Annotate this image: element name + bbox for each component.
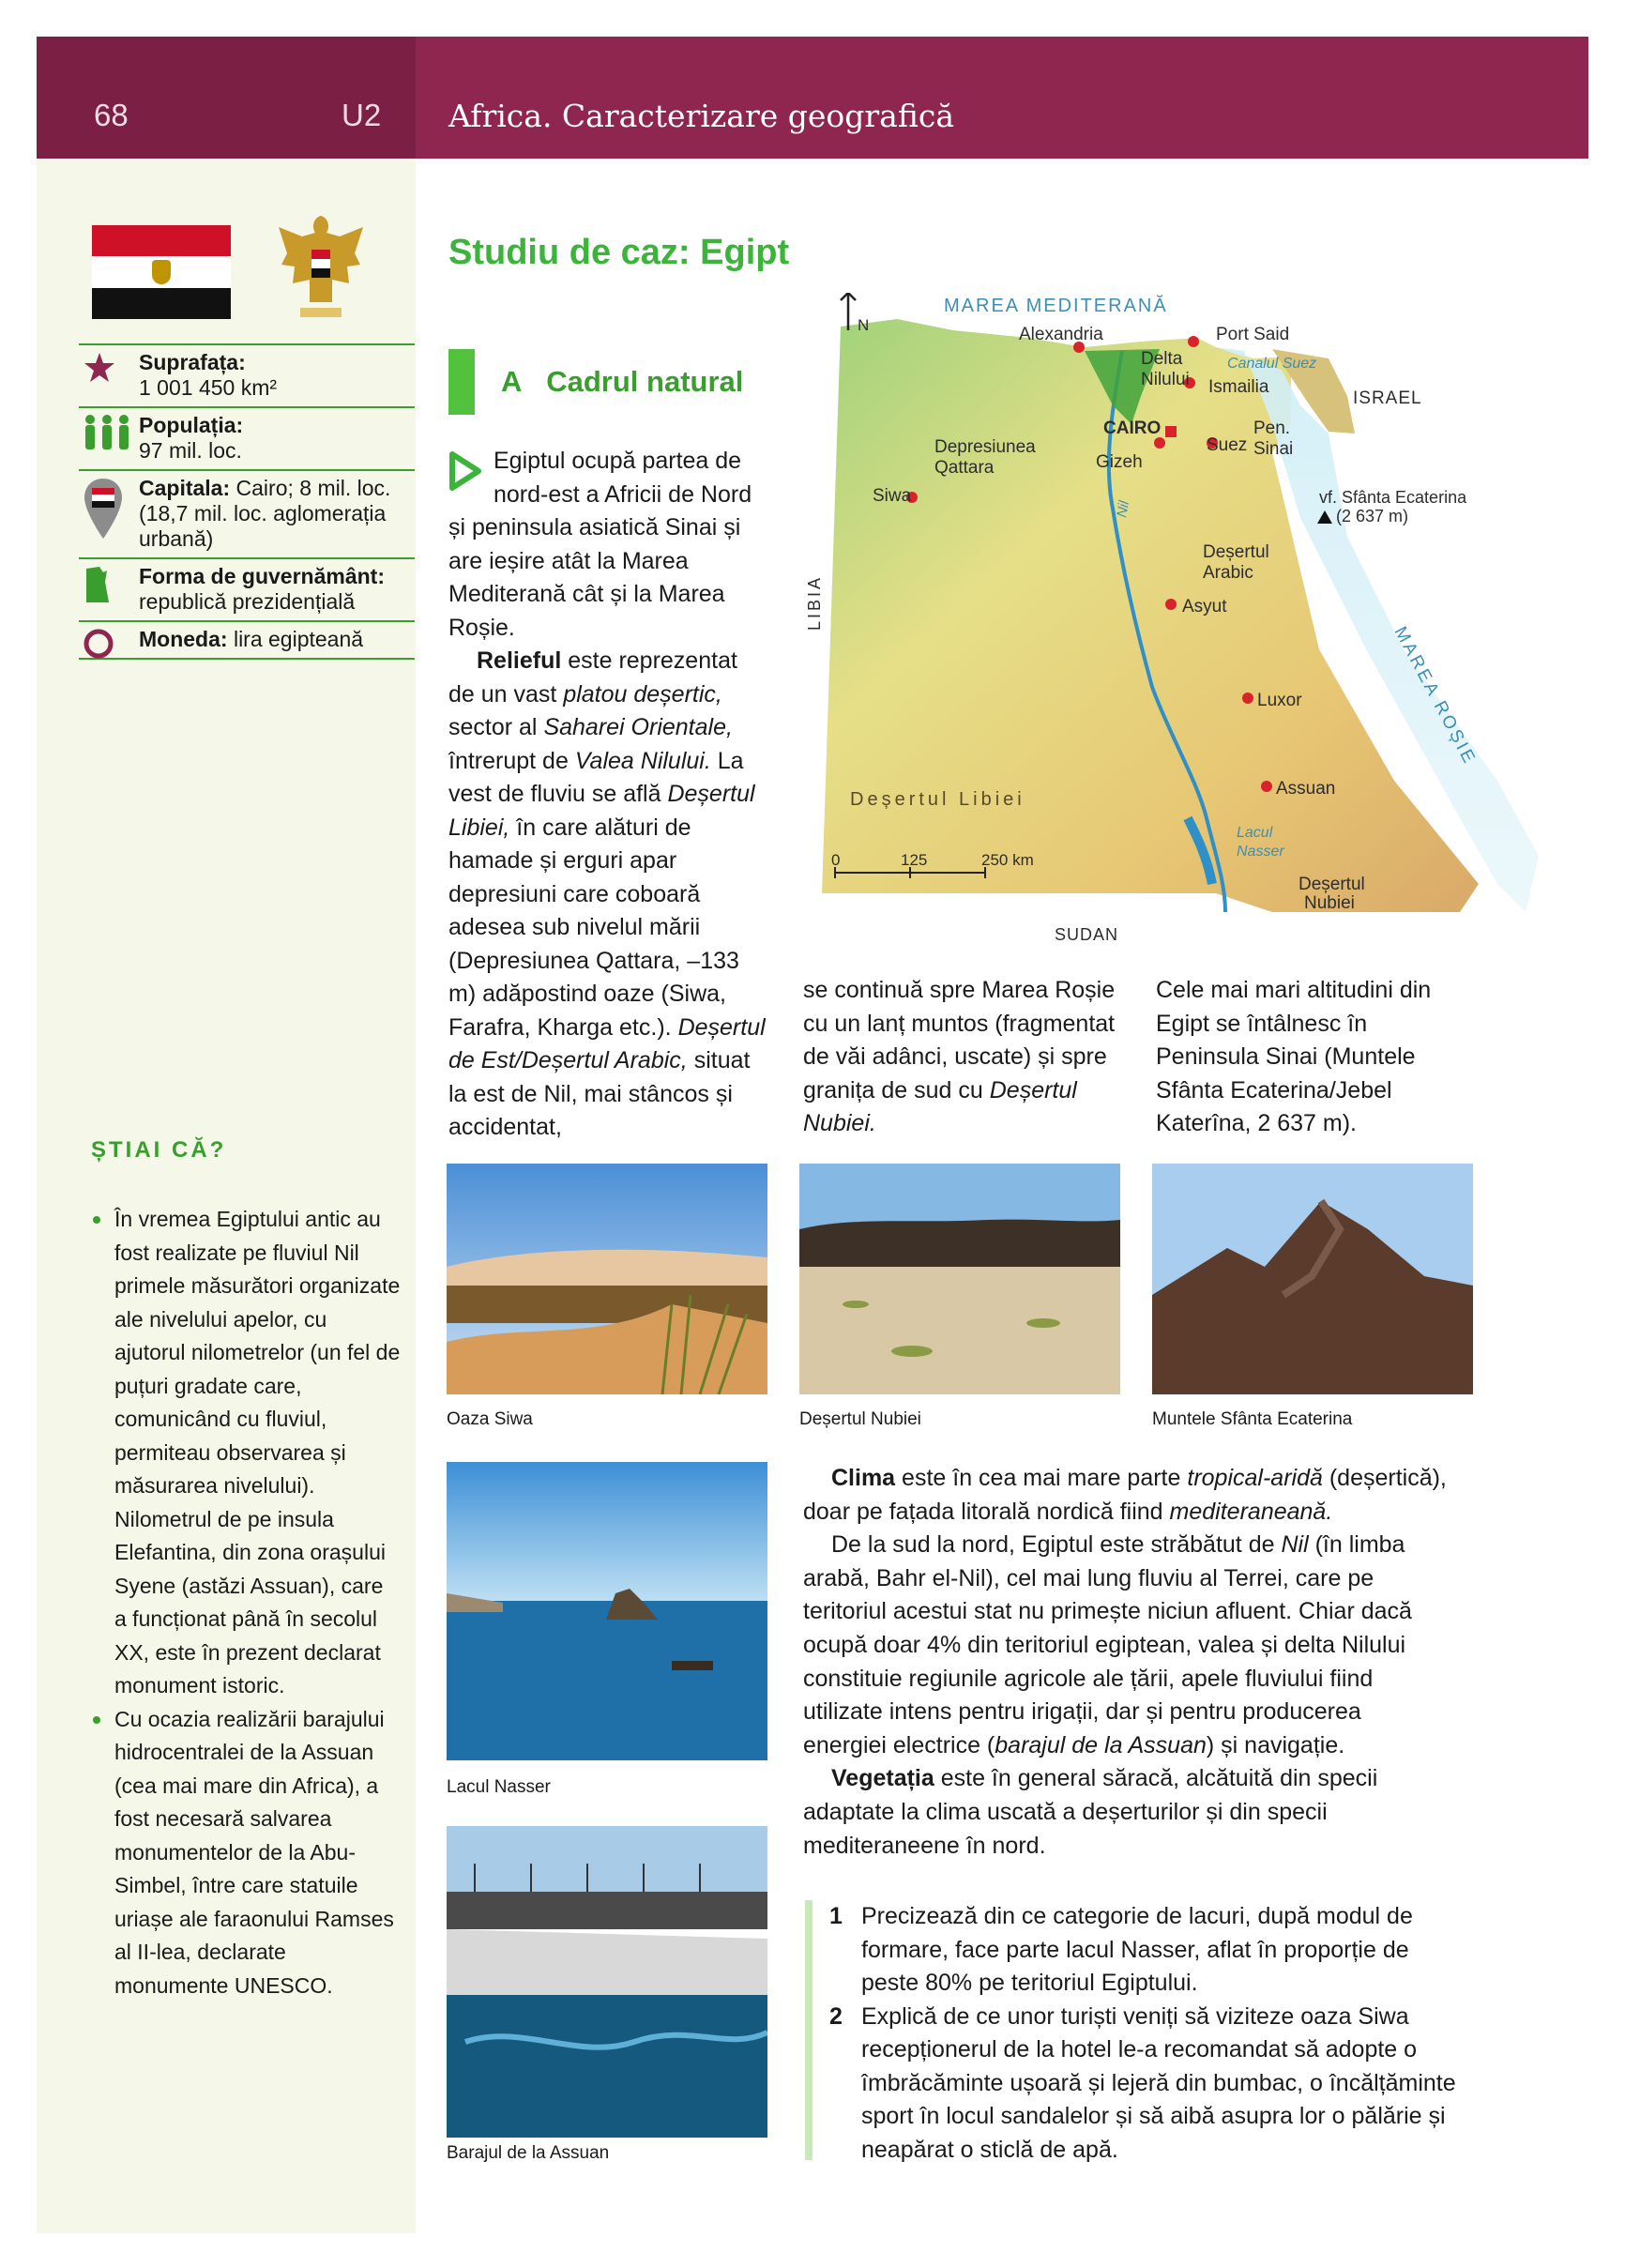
location-pin-icon	[83, 477, 124, 542]
city-cairo: CAIRO	[1103, 419, 1162, 438]
north-label: N	[858, 316, 870, 334]
city-ismailia: Ismailia	[1208, 377, 1269, 397]
city-alexandria: Alexandria	[1019, 325, 1103, 344]
caption-nasser: Lacul Nasser	[447, 1777, 551, 1797]
region-delta-2: Nilului	[1141, 370, 1190, 389]
eagle-icon	[152, 260, 171, 284]
photo-nubian-desert	[799, 1164, 1120, 1394]
peak-elevation: (2 637 m)	[1336, 507, 1409, 525]
egypt-flag	[92, 225, 231, 319]
city-assuan: Assuan	[1276, 779, 1336, 799]
region-libiei: Deșertul Libiei	[850, 789, 1025, 810]
fact-capital: Capitala: Cairo; 8 mil. loc. (18,7 mil. loc. aglomerația urbană)	[79, 469, 415, 557]
egypt-shape-icon	[83, 565, 111, 606]
scale-250: 250 km	[981, 851, 1034, 869]
photo-lake-nasser	[447, 1462, 767, 1760]
fact-population: Populația: 97 mil. loc.	[79, 406, 415, 469]
scale-0: 0	[831, 851, 841, 869]
region-arabic-2: Arabic	[1203, 563, 1253, 583]
region-qattara: Depresiunea	[934, 437, 1036, 457]
libia-label: LIBIA	[805, 574, 824, 631]
chapter-title: Africa. Caracterizare geografică	[448, 98, 955, 134]
nile-label: Nil	[1114, 499, 1132, 519]
city-luxor: Luxor	[1257, 691, 1302, 710]
red-sea-label: MAREA ROȘIE	[1390, 623, 1481, 769]
city-gizeh: Gizeh	[1096, 452, 1143, 472]
region-nubiei: Deșertul	[1298, 875, 1365, 894]
country-facts	[79, 343, 415, 660]
caption-baraj: Barajul de la Assuan	[447, 2143, 610, 2163]
region-sinai-2: Sinai	[1253, 439, 1294, 459]
city-dot	[1242, 693, 1253, 704]
unit-label: U2	[342, 98, 382, 132]
fact-area: Suprafața: 1 001 450 km²	[79, 343, 415, 406]
lake-nasser-label: Lacul	[1237, 825, 1273, 841]
city-port-said: Port Said	[1216, 325, 1290, 344]
photo-aswan-dam	[447, 1826, 767, 2138]
city-dot	[1154, 437, 1165, 449]
list-item: Cu ocazia realizării barajului hidrocentralei de la Assuan (cea mai mare din Africa), a fost necesară salvarea monumentelor de la Abu-Simbel, între care statuile uriașe ale faraonului Ramses al II-lea, declarate monumente UNESCO.	[91, 1703, 401, 2003]
city-asyut: Asyut	[1182, 597, 1227, 616]
page-number: 68	[94, 98, 129, 132]
list-item: În vremea Egiptului antic au fost realizate pe fluviul Nil primele măsurători organizate ale nivelului apelor, cu ajutorul nilometrelor (un fel de puțuri gradate care, comunicând cu fluviul, permiteau observarea și măsurarea nivelului). Nilometrul de pe insula Elefantina, din zona orașului Syene (astăzi Assuan), care a funcționat până în secolul XX, este în prezent declarat monument istoric.	[91, 1203, 401, 1703]
page-title: Studiu de caz: Egipt	[448, 233, 790, 272]
egypt-map	[803, 293, 1539, 950]
questions	[803, 1900, 1460, 2167]
coin-icon	[83, 628, 114, 660]
region-delta: Delta	[1141, 349, 1183, 369]
city-dot	[1165, 599, 1177, 610]
question-1: 1 Precizează din ce categorie de lacuri, după modul de formare, face parte lacul Nasser, aflat în proporție de peste 80% pe teritoriul Egiptului.	[829, 1903, 1413, 1996]
lake-nasser-label-2: Nasser	[1237, 844, 1284, 860]
peak-label: vf. Sfânta Ecaterina	[1319, 488, 1467, 507]
play-arrow-icon	[448, 450, 482, 492]
sudan-label: SUDAN	[1055, 925, 1119, 944]
star-icon	[83, 351, 116, 385]
did-you-know-list	[91, 1203, 401, 2002]
question-2: 2 Explică de ce unor turiști veniți să viziteze oaza Siwa recepționerul de la hotel le-a recomandat să adopte o îmbrăcăminte ușoară și lejeră din bumbac, o încălțăminte sport în locul sandalelor și să aibă asupra lor o pălărie și neapărat o sticlă de apă.	[829, 2002, 1456, 2163]
region-qattara-2: Qattara	[934, 458, 995, 478]
fact-government: Forma de guvernământ: republică prezidențială	[79, 557, 415, 620]
sea-med-label: MAREA MEDITERANĂ	[944, 296, 1168, 316]
city-dot	[1261, 781, 1272, 792]
column-2-text: se continuă spre Marea Roșie cu un lanț muntos (fragmentat de văi adânci, uscate) și spre granița de sud cu Deșertul Nubiei.	[803, 977, 1116, 1136]
region-sinai: Pen.	[1253, 419, 1291, 438]
column-1-text: Egiptul ocupă partea de nord-est a Africii de Nord și peninsula asiatică Sinai și are ieșire atât la Marea Mediterană cât și la Marea Roșie. Relieful este reprezentat de un vast platou deșertic, sector al Saharei Orientale, întrerupt de Valea Nilului. La vest de fluviu se află Deșertul Libiei, în care alături de hamade și erguri apar depresiuni care coboară adesea sub nivelul mării (Depresiunea Qattara, –133 m) adăpostind oaze (Siwa, Farafra, Kharga etc.). Deșertul de Est/Deșertul Arabic, situat la est de Nil, mai stâncos și accidentat,	[448, 448, 766, 1140]
photo-mount-catherine	[1152, 1164, 1473, 1394]
capital-marker	[1165, 426, 1177, 437]
israel-label: ISRAEL	[1353, 388, 1422, 408]
region-arabic: Deșertul	[1203, 542, 1269, 562]
column-3-text: Cele mai mari altitudini din Egipt se întâlnesc în Peninsula Sinai (Muntele Sfânta Ecaterina/Jebel Katerîna, 2 637 m).	[1156, 977, 1432, 1136]
section-marker	[448, 349, 475, 415]
did-you-know-title: ȘTIAI CĂ?	[91, 1137, 227, 1163]
city-siwa: Siwa	[873, 486, 912, 506]
section-heading: A Cadrul natural	[501, 365, 744, 398]
city-dot	[1188, 336, 1199, 347]
caption-siwa: Oaza Siwa	[447, 1409, 533, 1429]
photo-siwa-oasis	[447, 1164, 767, 1394]
people-icon	[83, 414, 131, 451]
canal-label: Canalul Suez	[1227, 356, 1317, 372]
north-arrow-icon	[841, 293, 856, 330]
capital-value: Cairo; 8 mil. loc. (18,7 mil. loc. aglomerația urbană)	[139, 476, 391, 551]
scale-125: 125	[901, 851, 928, 869]
caption-nubia: Deșertul Nubiei	[799, 1409, 921, 1429]
caption-ecaterina: Muntele Sfânta Ecaterina	[1152, 1409, 1353, 1429]
fact-currency: Moneda: lira egipteană	[79, 620, 415, 660]
egypt-coat-of-arms-icon	[274, 208, 368, 330]
climate-hydrography-text: Clima este în cea mai mare parte tropical-aridă (deșertică), doar pe fațada litorală nordică fiind mediteraneană. De la sud la nord, Egiptul este străbătut de Nil (în limba arabă, Bahr el-Nil), cel mai lung fluviu al Terrei, care pe teritoriul acestui stat nu primește niciun afluent. Chiar dacă ocupă doar 4% din teritoriul egiptean, valea și delta Nilului constituie regiunile agricole ale țării, apele fluviului fiind utilizate intens pentru irigații, dar și pentru producerea energiei electrice (barajul de la Assuan) și navigație. Vegetația este în general săracă, alcătuită din specii adaptate la clima uscată a deșerturilor și din specii mediteraneene în nord.	[803, 1465, 1447, 1859]
region-nubiei-2: Nubiei	[1304, 893, 1355, 913]
city-suez: Suez	[1207, 435, 1248, 455]
